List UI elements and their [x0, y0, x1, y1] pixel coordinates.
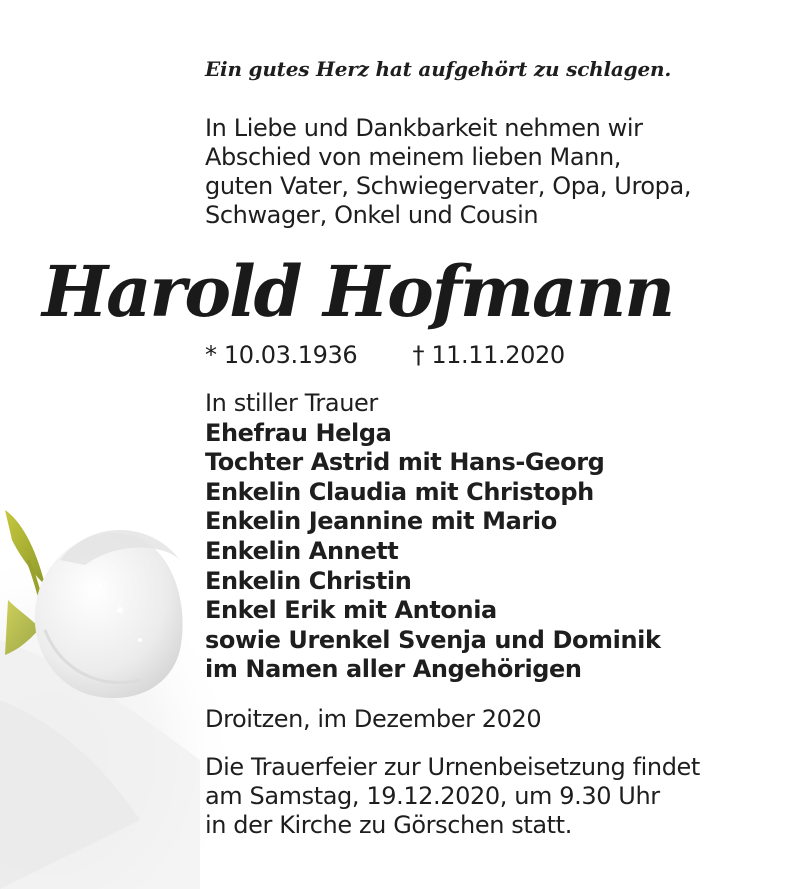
- mourning-intro: In stiller Trauer: [205, 389, 378, 417]
- motto: Ein gutes Herz hat aufgehört zu schlagen.: [205, 57, 672, 81]
- intro-block: [205, 54, 785, 230]
- mourner: im Namen aller Angehörigen: [205, 655, 582, 684]
- death-date: † 11.11.2020: [412, 341, 565, 369]
- mourner: Enkel Erik mit Antonia: [205, 596, 497, 625]
- intro-line: Abschied von meinem lieben Mann,: [205, 143, 621, 171]
- ceremony-line: Die Trauerfeier zur Urnenbeisetzung findet: [205, 753, 700, 781]
- mourner: Enkelin Annett: [205, 536, 399, 565]
- ceremony-line: in der Kirche zu Görschen statt.: [205, 811, 572, 839]
- deceased-name: Harold Hofmann: [42, 250, 674, 333]
- intro-line: Schwager, Onkel und Cousin: [205, 201, 539, 229]
- mourner: Tochter Astrid mit Hans-Georg: [205, 448, 605, 477]
- birth-date: * 10.03.1936: [205, 341, 358, 369]
- mourner: Ehefrau Helga: [205, 418, 392, 447]
- ceremony-info: [205, 753, 700, 840]
- ceremony-line: am Samstag, 19.12.2020, um 9.30 Uhr: [205, 782, 660, 810]
- life-dates: [205, 340, 565, 370]
- intro-line: In Liebe und Dankbarkeit nehmen wir: [205, 114, 643, 142]
- mourner: Enkelin Christin: [205, 566, 412, 595]
- mourners-list: [205, 389, 661, 685]
- mourner: Enkelin Jeannine mit Mario: [205, 507, 557, 536]
- intro-line: guten Vater, Schwiegervater, Opa, Uropa,: [205, 172, 692, 200]
- mourner: sowie Urenkel Svenja und Dominik: [205, 625, 661, 654]
- mourner: Enkelin Claudia mit Christoph: [205, 477, 594, 506]
- intro-text: [205, 114, 785, 230]
- place-date: Droitzen, im Dezember 2020: [205, 705, 542, 733]
